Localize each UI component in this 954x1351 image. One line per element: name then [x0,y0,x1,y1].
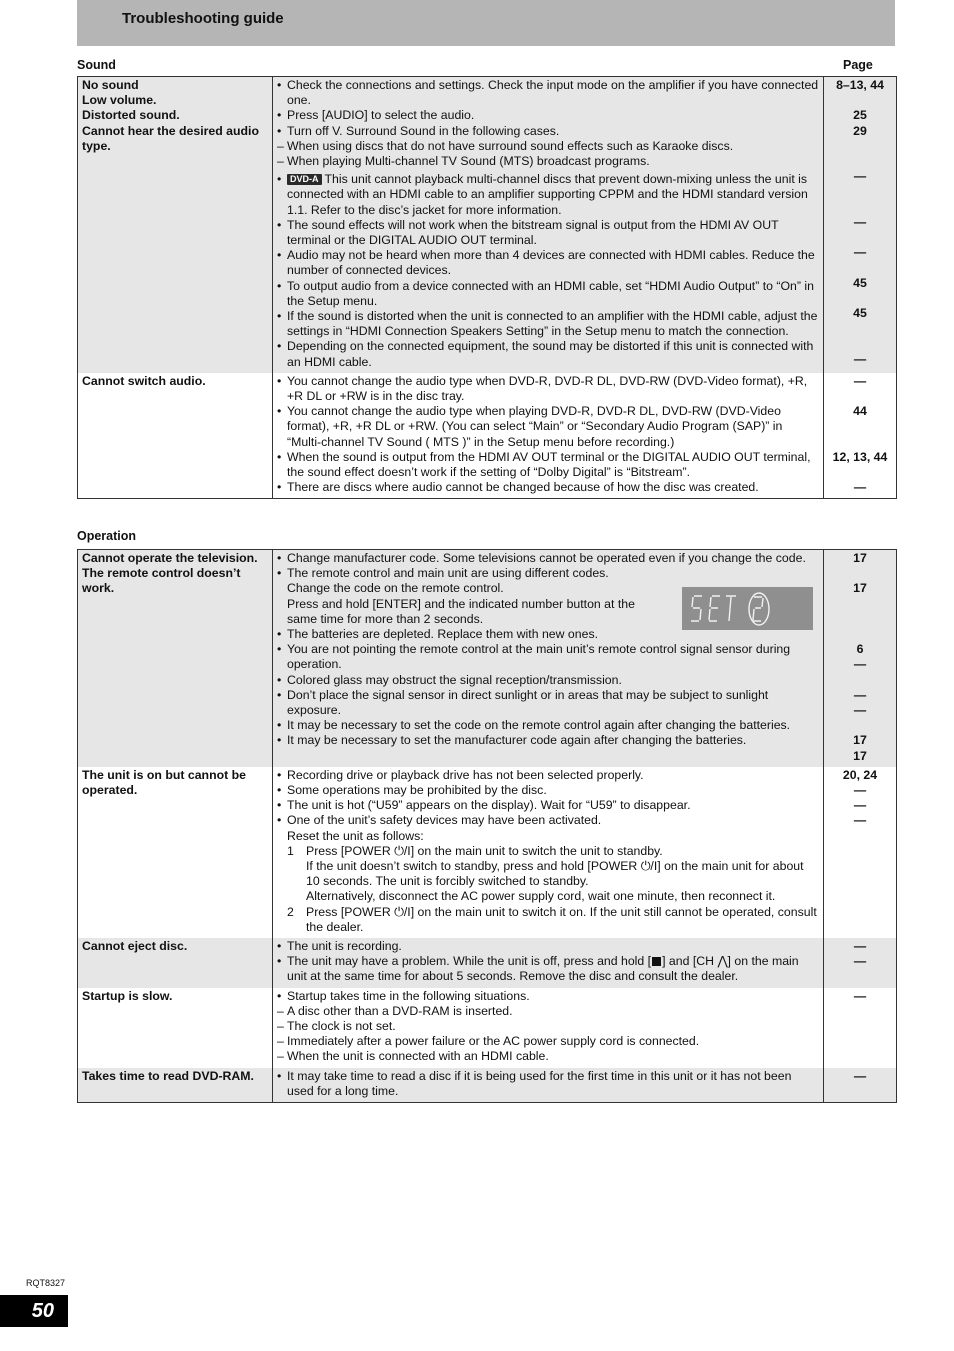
problem-label: Startup is slow. [82,988,173,1003]
operation-table [77,549,897,1103]
remedy-subitem-text: The clock is not set. [287,1019,396,1033]
page-ref-cell [824,373,897,499]
remedy-item: • The unit is hot (“U59” appears on the display). Wait for “U59” to disappear. [277,798,819,813]
page-ref [828,93,892,108]
remedy-subitem: – When using discs that do not have surround sound effects such as Karaoke discs. [277,138,734,153]
remedy-subitem-text: Immediately after a power failure or the AC power supply cord is connected. [287,1034,700,1049]
dvd-a-badge: DVD-A [287,174,322,185]
remedy-item [277,954,819,984]
page-title: Troubleshooting guide [122,10,284,27]
page-ref: — [853,351,867,366]
stop-icon [652,957,661,966]
remedy-item: • Check the connections and settings. Check the input mode on the amplifier if you have connected one. [277,78,819,108]
remedy-item-text: The unit may have a problem. While the unit is off, press and hold [ [287,954,652,969]
page-ref: 25 [853,108,867,123]
page-number: 50 [0,1295,68,1327]
step-item [277,844,819,859]
page-ref [828,612,892,627]
page-ref: 44 [853,404,867,419]
remedy-item: • You cannot change the audio type when DVD-R, DVD-R DL, DVD-RW (DVD-Video format), +R, +R DL or +RW is in the disc tray. [277,374,819,404]
step-number: 2 [287,904,294,919]
problem-cell [78,373,273,499]
step-detail [277,889,819,904]
page-ref [828,200,892,215]
page-ref: — [853,988,867,1003]
page-ref-cell [824,550,897,767]
remedy-subitem-text: When using discs that do not have surround sound effects such as Karaoke discs. [287,138,734,153]
remedy-item: • It may take time to read a disc if it is being used for the first time in this unit or it has not been used for a long time. [277,1069,819,1099]
remedy-item [277,172,819,218]
page-ref [828,597,892,612]
page-ref [828,566,892,581]
table-row [78,988,897,1068]
remedy-subitem-text: When playing Multi-channel TV Sound (MTS) broadcast programs. [287,154,650,169]
remedy-item: • Press [AUDIO] to select the audio. [277,108,819,123]
remedy-item: • When the sound is output from the HDMI AV OUT terminal or the DIGITAL AUDIO OUT terminal, the sound effect doesn’t work if the setting of “Dolby Digital” is “Bitstream”. [277,450,819,480]
problem-label: No sound [82,78,139,92]
section-label-sound: Sound [77,58,116,72]
remedy-item: • The unit is recording. [277,939,819,954]
remedy-cell [273,550,824,767]
table-row [78,938,897,988]
step-text: Press [POWER ⏻/I] on the main unit to switch the unit to standby. [306,843,663,858]
page-ref [828,154,892,169]
segment-display-graphic [682,587,813,630]
page-ref: 12, 13, 44 [832,449,888,464]
problem-label: The remote control doesn’t work. [82,566,241,596]
page-ref [828,673,892,688]
remedy-item: • It may be necessary to set the manufacturer code again after changing the batteries. [277,733,819,748]
problem-cell [78,77,273,373]
remedy-item-text: ] and [CH ⋀] on the main unit at the same time for about 5 seconds. Remove the disc and consult the dealer. [287,954,799,984]
remedy-item: • Some operations may be prohibited by the disc. [277,783,819,798]
remedy-subitem: – Immediately after a power failure or the AC power supply cord is connected. [277,1034,700,1049]
remedy-line: Change the code on the remote control. [287,581,504,596]
table-row [78,1068,897,1103]
page-ref: — [853,954,867,969]
step-detail [277,859,819,889]
remedy-item: • Audio may not be heard when more than 4 devices are connected with HDMI cables. Reduce the number of connected devices. [277,248,819,278]
unit-display-set-2 [682,587,813,630]
sound-table [77,76,897,499]
remedy-line: Reset the unit as follows: [287,828,424,843]
page-ref: — [853,373,867,388]
page-ref [828,627,892,642]
step-text: If the unit doesn’t switch to standby, press and hold [POWER ⏻/I] on the main unit for about 10 seconds. The unit is forcibly switched to standby. [306,858,804,889]
page-ref [828,336,892,351]
page-ref: 17 [853,581,867,596]
step-item [277,905,819,935]
page-ref: — [853,938,867,953]
page-ref [828,389,892,404]
page-ref: 20, 24 [842,767,878,782]
page-ref-cell [824,1068,897,1103]
problem-label: Takes time to read DVD-RAM. [82,1068,254,1083]
page-ref: — [853,245,867,260]
remedy-cell [273,77,824,373]
page-ref: — [853,782,867,797]
remedy-item: • The remote control and main unit are using different codes. [277,566,819,581]
page-ref [828,139,892,154]
page-ref [828,465,892,480]
remedy-cell [273,988,824,1068]
page-ref [828,260,892,275]
problem-label: Cannot hear the desired audio type. [82,123,259,153]
remedy-subitem: – When playing Multi-channel TV Sound (MTS) broadcast programs. [277,154,650,169]
step-text: Alternatively, disconnect the AC power supply cord, wait one minute, then reconnect it. [306,889,776,904]
remedy-item: • Recording drive or playback drive has not been selected properly. [277,768,819,783]
remedy-item: • Depending on the connected equipment, the sound may be distorted if this unit is connected with an HDMI cable. [277,339,819,369]
remedy-subitem: – When the unit is connected with an HDMI cable. [277,1049,549,1064]
remedy-item: • It may be necessary to set the code on the remote control again after changing the batteries. [277,718,819,733]
page-ref: — [853,480,867,495]
section-label-operation: Operation [77,529,137,543]
problem-label: Cannot operate the television. [82,551,258,565]
remedy-item: • One of the unit’s safety devices may have been activated. [277,813,819,828]
problem-label: Cannot switch audio. [82,373,206,388]
problem-cell [78,938,273,988]
step-text: Press [POWER ⏻/I] on the main unit to switch it on. If the unit still cannot be operated, consult the dealer. [306,904,817,934]
remedy-cell [273,938,824,988]
page-ref [828,419,892,434]
page-ref: 8–13, 44 [836,78,884,92]
page-ref: 17 [853,733,867,748]
table-row [78,550,897,767]
step-number: 1 [287,843,294,858]
page-ref: — [853,687,867,702]
remedy-block [277,551,819,627]
page-ref: — [853,169,867,184]
table-row [78,77,897,373]
page-ref-cell [824,767,897,938]
problem-cell [78,988,273,1068]
page-ref: — [853,813,867,828]
remedy-item-text: This unit cannot playback multi-channel discs that prevent down-mixing unless the unit is connected with an HDMI cable to an amplifier supporting CPPM and the HDMI standard version 1.1. Refer to the disc’s jacket for more information. [287,172,808,217]
remedy-subitem-text: A disc other than a DVD-RAM is inserted. [287,1003,513,1018]
table-row [78,767,897,938]
page-ref [828,230,892,245]
remedy-item: • Change manufacturer code. Some televisions cannot be operated even if you change the code. [277,551,819,566]
remedy-line: Press and hold [ENTER] and the indicated number button at the same time for more than 2 seconds. [287,596,635,626]
remedy-item: • There are discs where audio cannot be changed because of how the disc was created. [277,480,819,495]
problem-label: Low volume. [82,93,157,108]
remedy-subitem: – A disc other than a DVD-RAM is inserted. [277,1003,513,1018]
remedy-item: • The batteries are depleted. Replace them with new ones. [277,627,819,642]
page-ref: — [853,214,867,229]
problem-label: The unit is on but cannot be operated. [82,767,246,797]
remedy-item: • To output audio from a device connected with an HDMI cable, set “HDMI Audio Output” to “On” in the Setup menu. [277,279,819,309]
table-row [78,373,897,499]
page-ref: — [853,657,867,672]
remedy-item: • Colored glass may obstruct the signal reception/transmission. [277,673,819,688]
problem-label: Distorted sound. [82,108,180,123]
remedy-item: • You cannot change the audio type when playing DVD-R, DVD-R DL, DVD-RW (DVD-Video format), +R, +R DL or +RW. (You can select “Main” or “Secondary Audio Program (SAP)” in “Multi-channel TV Sound ( MTS )” in the Setup menu before recording.) [277,404,819,450]
remedy-item: • Startup takes time in the following situations. [277,989,819,1004]
page-ref-cell [824,988,897,1068]
page-ref [828,184,892,199]
page-ref: 6 [856,642,864,657]
problem-cell [78,550,273,767]
remedy-subitem: – The clock is not set. [277,1019,396,1033]
page-ref: — [853,798,867,813]
remedy-item: • If the sound is distorted when the unit is connected to an amplifier with the HDMI cable, adjust the settings in “HDMI Connection Speakers Setting” in the Setup menu to match the connection. [277,309,819,339]
header-band [77,0,895,46]
remedy-cell [273,1068,824,1103]
page-ref: 17 [853,748,867,763]
page-ref-cell [824,938,897,988]
page-ref: — [853,1068,867,1083]
problem-cell [78,767,273,938]
remedy-subitem-text: When the unit is connected with an HDMI cable. [287,1049,549,1064]
page-ref: 45 [853,275,867,290]
problem-label: Cannot eject disc. [82,938,188,953]
page-ref [828,321,892,336]
page-ref-cell [824,77,897,373]
page-ref [828,435,892,450]
page-column-label: Page [843,58,873,72]
remedy-item: • The sound effects will not work when the bitstream signal is output from the HDMI AV OUT terminal or the DIGITAL AUDIO OUT terminal. [277,218,819,248]
page-ref: 29 [853,123,867,138]
remedy-item: • You are not pointing the remote control at the main unit’s remote control signal sensor during operation. [277,642,819,672]
remedy-item: • Turn off V. Surround Sound in the following cases. [277,124,819,139]
page-ref: — [853,702,867,717]
page-ref [828,291,892,306]
remedy-item: • Don’t place the signal sensor in direct sunlight or in areas that may be subject to sunlight exposure. [277,688,819,718]
remedy-cell [273,767,824,938]
remedy-cell [273,373,824,499]
page-ref [828,718,892,733]
problem-cell [78,1068,273,1103]
document-code: RQT8327 [26,1278,66,1288]
page-ref: 17 [853,551,867,565]
page-ref: 45 [853,305,867,320]
